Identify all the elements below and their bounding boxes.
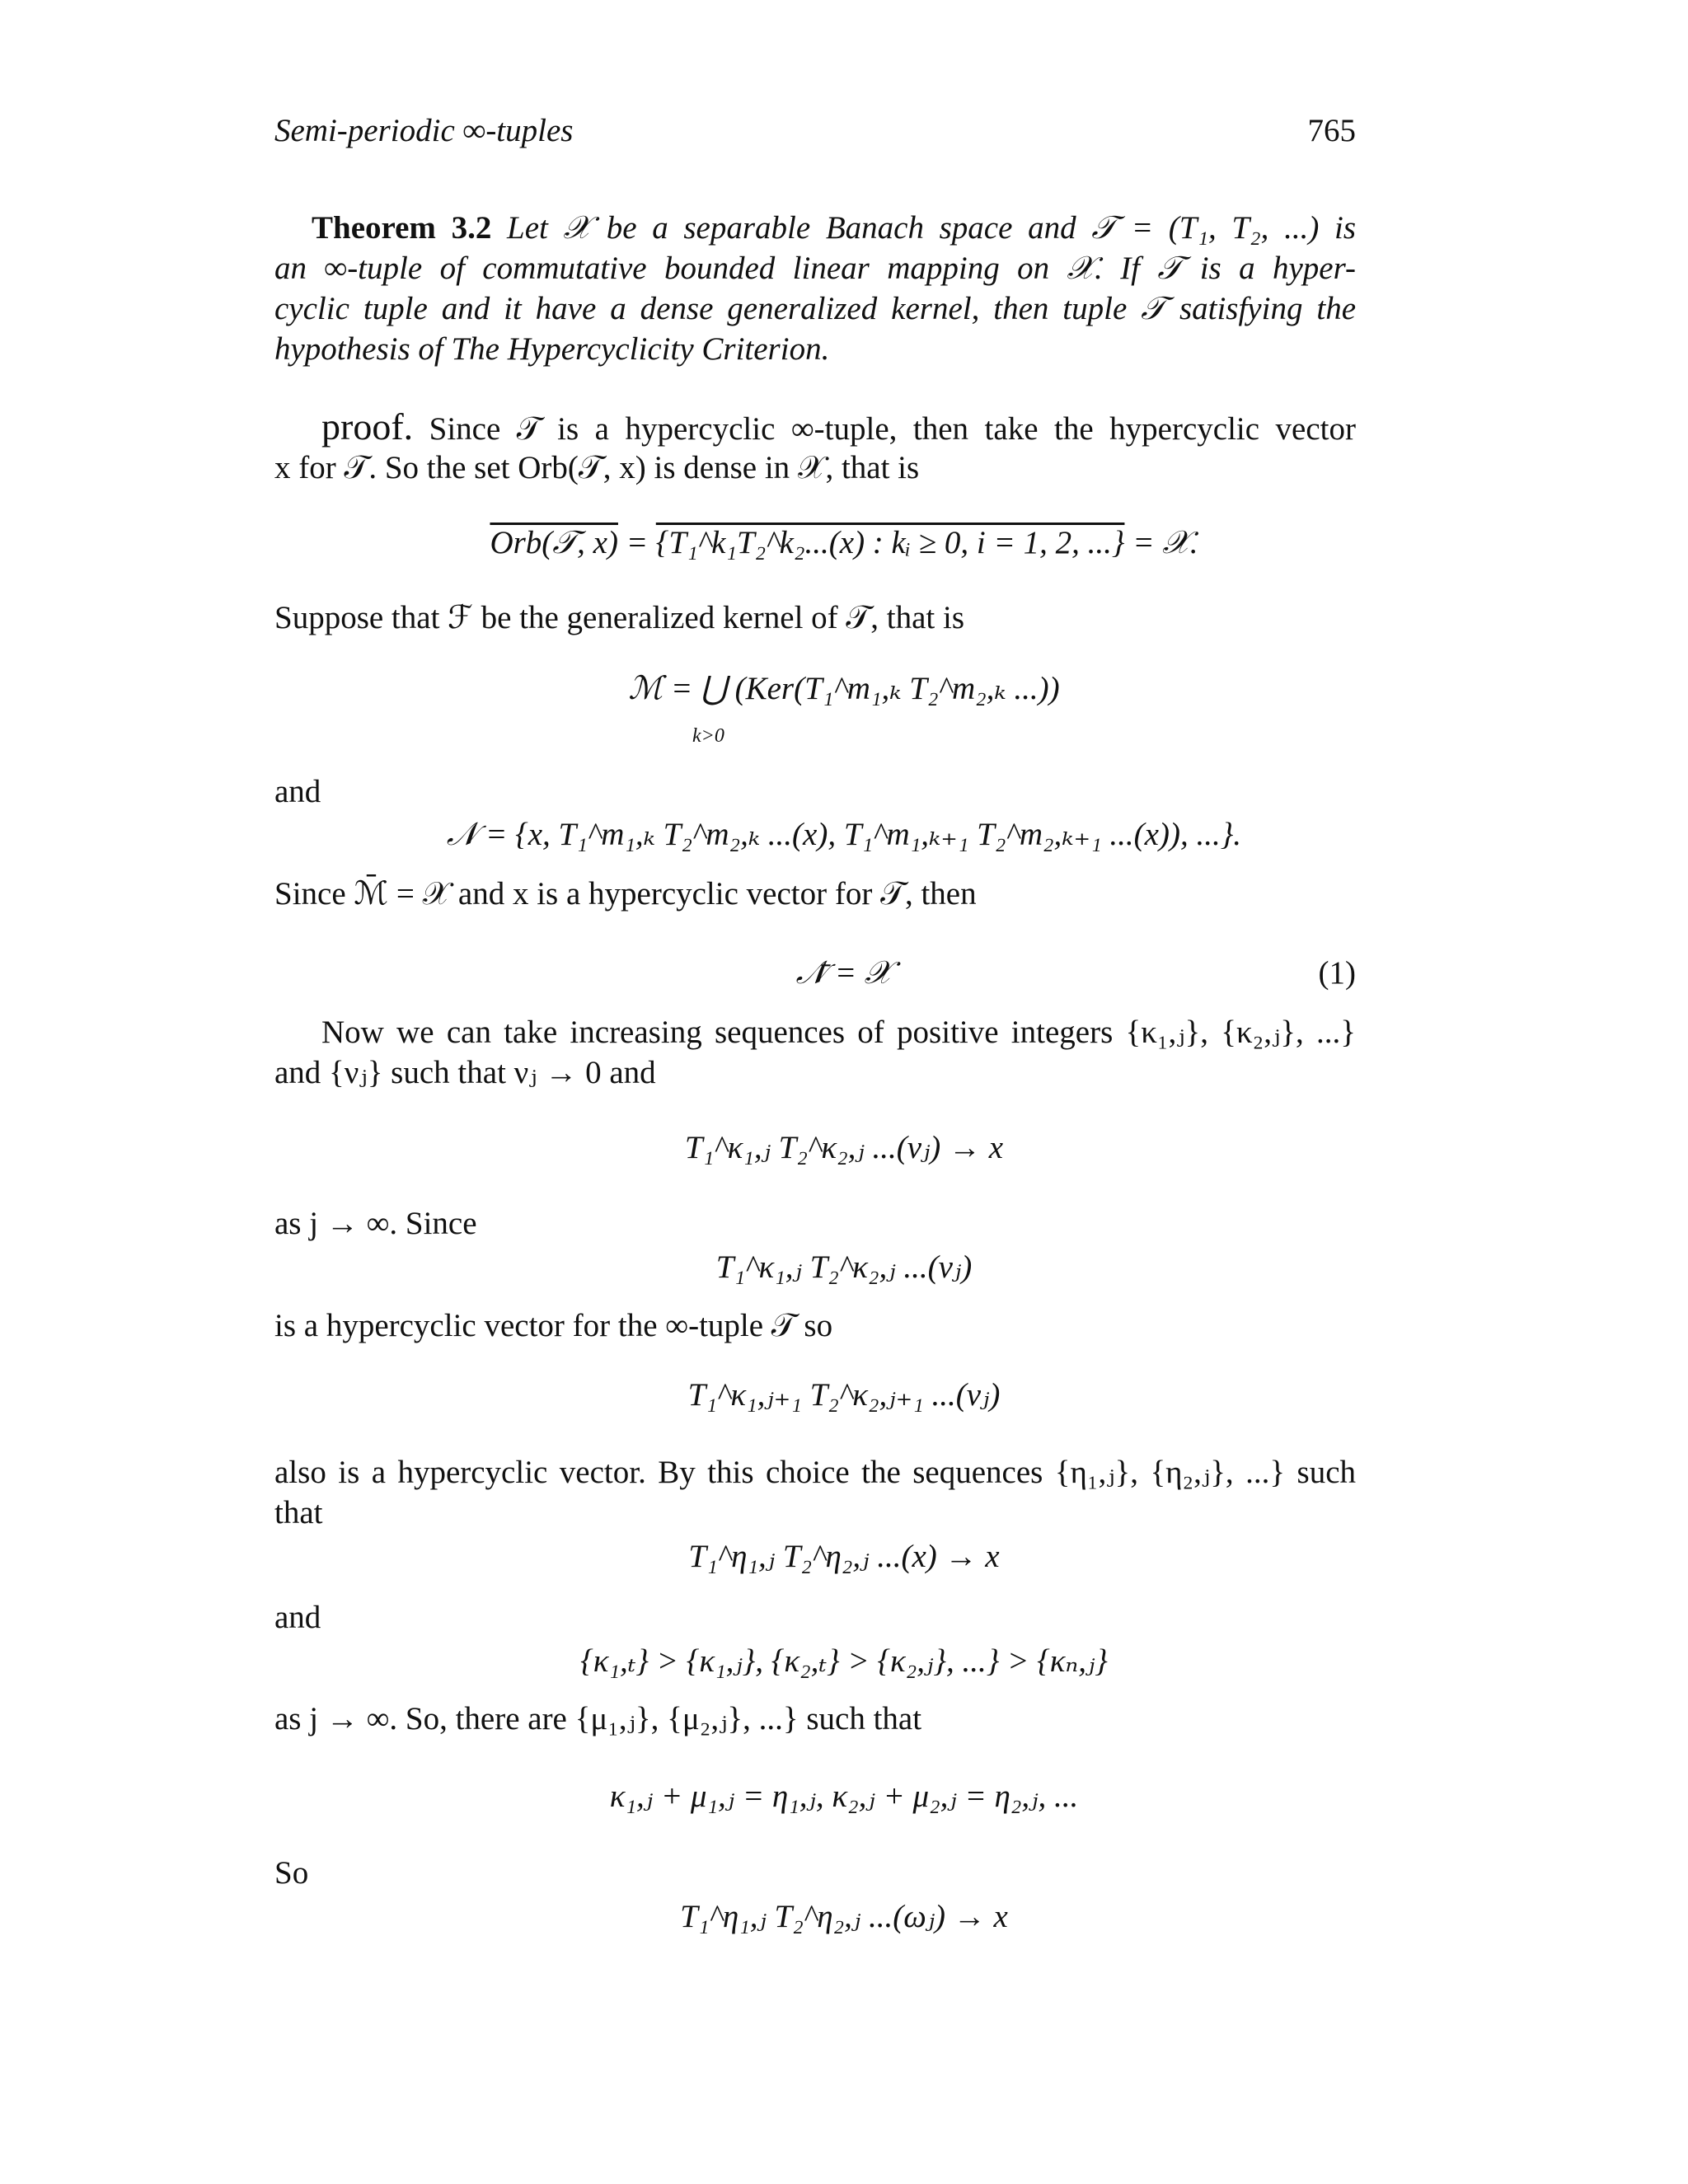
proof-text-1: Since 𝒯 is a hypercyclic ∞-tuple, then take the hypercyclic vector xyxy=(429,411,1356,447)
text-and-1: and xyxy=(274,774,321,809)
equation-M: ℳ = ⋃ (Ker(T₁^m₁,ₖ T₂^m₂,ₖ ...)) xyxy=(628,671,1060,706)
text-as-1: as j → ∞. Since xyxy=(274,1206,477,1241)
equation-7: κ₁,ⱼ + μ₁,ⱼ = η₁,ⱼ, κ₂,ⱼ + μ₂,ⱼ = η₂,ⱼ, ... xyxy=(609,1779,1079,1814)
text-so: So xyxy=(274,1855,309,1891)
running-title: Semi-periodic ∞-tuples xyxy=(274,113,574,148)
theorem-line-1 xyxy=(312,209,1356,246)
text-now-1: Now we can take increasing sequences of positive integers {κ₁,ⱼ}, {κ₂,ⱼ}, ...} xyxy=(321,1015,1356,1050)
equation-1: 𝒩̄ = 𝒳 xyxy=(795,955,893,991)
equation-M-subscript: k>0 xyxy=(692,725,724,747)
text-also-1: also is a hypercyclic vector. By this choice the sequences {η₁,ⱼ}, {η₂,ⱼ}, ...} such xyxy=(274,1455,1356,1490)
text-kernel: Suppose that ℱ be the generalized kernel of 𝒯, that is xyxy=(274,600,965,635)
text-and-2: and xyxy=(274,1600,321,1635)
orbit-eq-sign: = xyxy=(617,525,656,560)
theorem-line-3: cyclic tuple and it have a dense generalized kernel, then tuple 𝒯 satisfying the xyxy=(274,291,1356,326)
equation-1-number: (1) xyxy=(1318,955,1356,991)
equation-5: T₁^η₁,ⱼ T₂^η₂,ⱼ ...(x) → x xyxy=(688,1539,1000,1574)
text-hyp: is a hypercyclic vector for the ∞-tuple 𝒯 so xyxy=(274,1308,833,1343)
orbit-closure: Orb(𝒯, x) xyxy=(490,525,618,560)
theorem-text-1: Let 𝒳 be a separable Banach space and 𝒯 = (T₁, T₂, ...) is xyxy=(507,210,1357,246)
proof-line-2: x for 𝒯. So the set Orb(𝒯, x) is dense in 𝒳, that is xyxy=(274,450,920,485)
equation-2: T₁^κ₁,ⱼ T₂^κ₂,ⱼ ...(νⱼ) → x xyxy=(684,1130,1004,1165)
text-also-2: that xyxy=(274,1495,323,1530)
equation-4: T₁^κ₁,ⱼ₊₁ T₂^κ₂,ⱼ₊₁ ...(νⱼ) xyxy=(687,1377,1001,1413)
orbit-set: {T₁^k₁T₂^k₂...(x) : kᵢ ≥ 0, i = 1, 2, ...} xyxy=(655,525,1125,560)
equation-8: T₁^η₁,ⱼ T₂^η₂,ⱼ ...(ωⱼ) → x xyxy=(680,1899,1008,1934)
page-number: 765 xyxy=(1307,113,1356,148)
proof-label: proof. xyxy=(321,405,414,448)
text-as-2: as j → ∞. So, there are {μ₁,ⱼ}, {μ₂,ⱼ}, ...} such that xyxy=(274,1701,922,1736)
equation-orbit xyxy=(0,524,1688,561)
orbit-eq-right: = 𝒳. xyxy=(1124,525,1198,560)
equation-6: {κ₁,ₜ} > {κ₁,ⱼ}, {κ₂,ₜ} > {κ₂,ⱼ}, ...} > {κₙ,ⱼ} xyxy=(580,1643,1108,1679)
text-since: Since ℳ̄ = 𝒳 and x is a hypercyclic vector for 𝒯, then xyxy=(274,876,977,912)
theorem-line-2: an ∞-tuple of commutative bounded linear mapping on 𝒳. If 𝒯 is a hyper- xyxy=(274,251,1356,286)
text-now-2: and {νⱼ} such that νⱼ → 0 and xyxy=(274,1055,656,1090)
theorem-label: Theorem 3.2 xyxy=(312,210,492,246)
equation-3: T₁^κ₁,ⱼ T₂^κ₂,ⱼ ...(νⱼ) xyxy=(715,1249,973,1285)
proof-line-1 xyxy=(321,405,1356,448)
theorem-line-4: hypothesis of The Hypercyclicity Criterion. xyxy=(274,331,830,367)
equation-N: 𝒩 = {x, T₁^m₁,ₖ T₂^m₂,ₖ ...(x), T₁^m₁,ₖ₊₁ T₂^m₂,ₖ₊₁ ...(x)), ...}. xyxy=(446,817,1242,852)
